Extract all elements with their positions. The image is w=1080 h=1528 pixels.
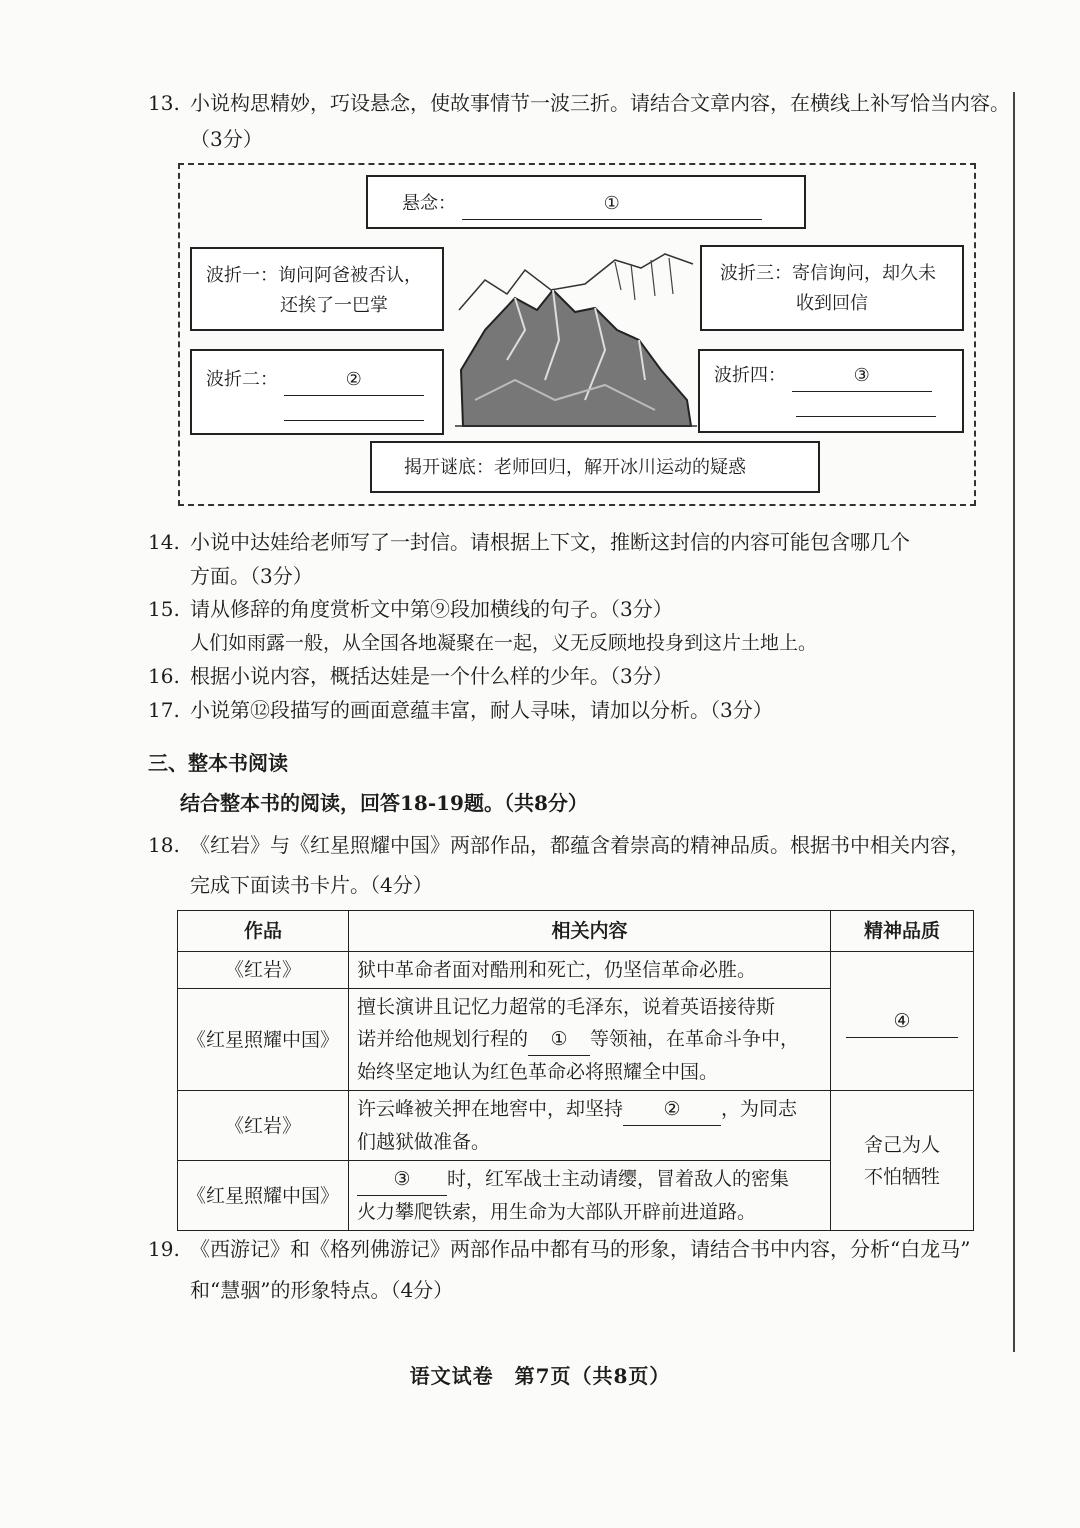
table-header: 相关内容 [349,911,831,952]
twist-2-blank: ② [284,365,424,396]
content-cell: 狱中革命者面对酷刑和死亡，仍坚信革命必胜。 [349,952,831,989]
question-text: 请从修辞的角度赏析文中第⑨段加横线的句子。（3分） [190,597,673,621]
work-cell: 《红岩》 [178,1091,349,1161]
section-heading: 三、整本书阅读 [148,751,288,775]
content-text: 许云峰被关押在地窖中，却坚持 [357,1098,624,1120]
twist-3-text: 波折三：寄信询问，却久未 [720,263,936,284]
quality-text: 舍己为人 [863,1133,940,1156]
quality-blank: ④ [846,1005,958,1038]
quoted-sentence: 人们如雨露一般，从全国各地凝聚在一起，义无反顾地投身到这片土地上。 [190,632,818,654]
question-text: 方面。（3分） [190,564,313,588]
content-line: 擅长演讲且记忆力超常的毛泽东，说着英语接待斯 [357,996,776,1018]
twist-2-box [190,349,444,435]
reading-card-table [177,910,974,1231]
content-line: 始终坚定地认为红色革命必将照耀全中国。 [357,1061,719,1083]
twist-1-text: 波折一：询问阿爸被否认， [206,265,422,286]
suspense-blank: ① [462,189,762,220]
content-line [357,1093,822,1126]
twist-3-box [700,245,964,331]
content-text: ，为同志 [721,1098,798,1120]
work-cell: 《红星照耀中国》 [178,989,349,1091]
work-cell: 《红星照耀中国》 [178,1161,349,1231]
answer-blank: ③ [357,1163,447,1196]
content-line [357,1163,822,1196]
question-text: 根据小说内容，概括达娃是一个什么样的少年。（3分） [190,664,673,688]
answer-blank: ② [623,1093,721,1126]
content-text: 等领袖，在革命斗争中， [590,1028,800,1050]
answer-blank: ① [528,1023,590,1056]
content-line: 火力攀爬铁索，用生命为大部队开辟前进道路。 [357,1201,757,1223]
table-header: 作品 [178,911,349,952]
content-line [357,1023,822,1056]
table-header: 精神品质 [831,911,974,952]
twist-4-blank-line [796,404,936,417]
question-number: 13. [148,91,180,115]
question-text: 完成下面读书卡片。（4分） [190,873,433,897]
reveal-box [370,441,820,493]
question-text: 小说中达娃给老师写了一封信。请根据上下文，推断这封信的内容可能包含哪几个 [190,530,910,554]
section-intro: 结合整本书的阅读，回答18-19题。（共8分） [180,791,588,815]
content-text: 诺并给他规划行程的 [357,1028,529,1050]
question-number: 17. [148,698,180,722]
content-cell [349,1091,831,1161]
question-text: 小说第⑫段描写的画面意蕴丰富，耐人寻味，请加以分析。（3分） [190,698,773,722]
content-line: 们越狱做准备。 [357,1131,491,1153]
question-text: 《红岩》与《红星照耀中国》两部作品，都蕴含着崇高的精神品质。根据书中相关内容， [190,833,970,857]
twist-4-label: 波折四： [714,365,786,386]
quality-text: 不怕牺牲 [863,1165,940,1188]
question-number: 15. [148,597,180,621]
twist-4-blank: ③ [792,361,932,392]
twist-4-box [698,349,964,433]
question-number: 16. [148,664,180,688]
twist-3-text-cont: 收到回信 [796,293,868,314]
table-row [178,1091,974,1161]
twist-1-text-cont: 还挨了一巴掌 [280,295,388,316]
suspense-box [366,175,806,229]
reveal-text: 揭开谜底：老师回归，解开冰川运动的疑惑 [404,457,746,478]
twist-2-label: 波折二： [206,369,278,390]
twist-1-box [190,247,444,331]
content-text: 时，红军战士主动请缨，冒着敌人的密集 [447,1168,790,1190]
table-header-row [178,911,974,952]
question-number: 19. [148,1237,180,1261]
binding-margin-line [1013,92,1015,1352]
question-text: （3分） [190,127,263,151]
quality-cell [831,1091,974,1231]
question-number: 14. [148,530,180,554]
question-text: 小说构思精妙，巧设悬念，使故事情节一波三折。请结合文章内容，在横线上补写恰当内容。 [190,91,1010,115]
glacier-mountain-illustration [455,250,697,430]
plot-diagram [178,163,976,506]
quality-cell [831,952,974,1091]
question-number: 18. [148,833,180,857]
table-row [178,952,974,989]
twist-2-blank-line [284,406,424,421]
content-cell [349,989,831,1091]
content-cell [349,1161,831,1231]
page-footer: 语文试卷 第7页（共8页） [409,1364,671,1388]
question-text: 和“慧骃”的形象特点。（4分） [190,1278,454,1302]
suspense-label: 悬念： [402,193,456,214]
work-cell: 《红岩》 [178,952,349,989]
question-text: 《西游记》和《格列佛游记》两部作品中都有马的形象，请结合书中内容，分析“白龙马” [190,1237,971,1261]
